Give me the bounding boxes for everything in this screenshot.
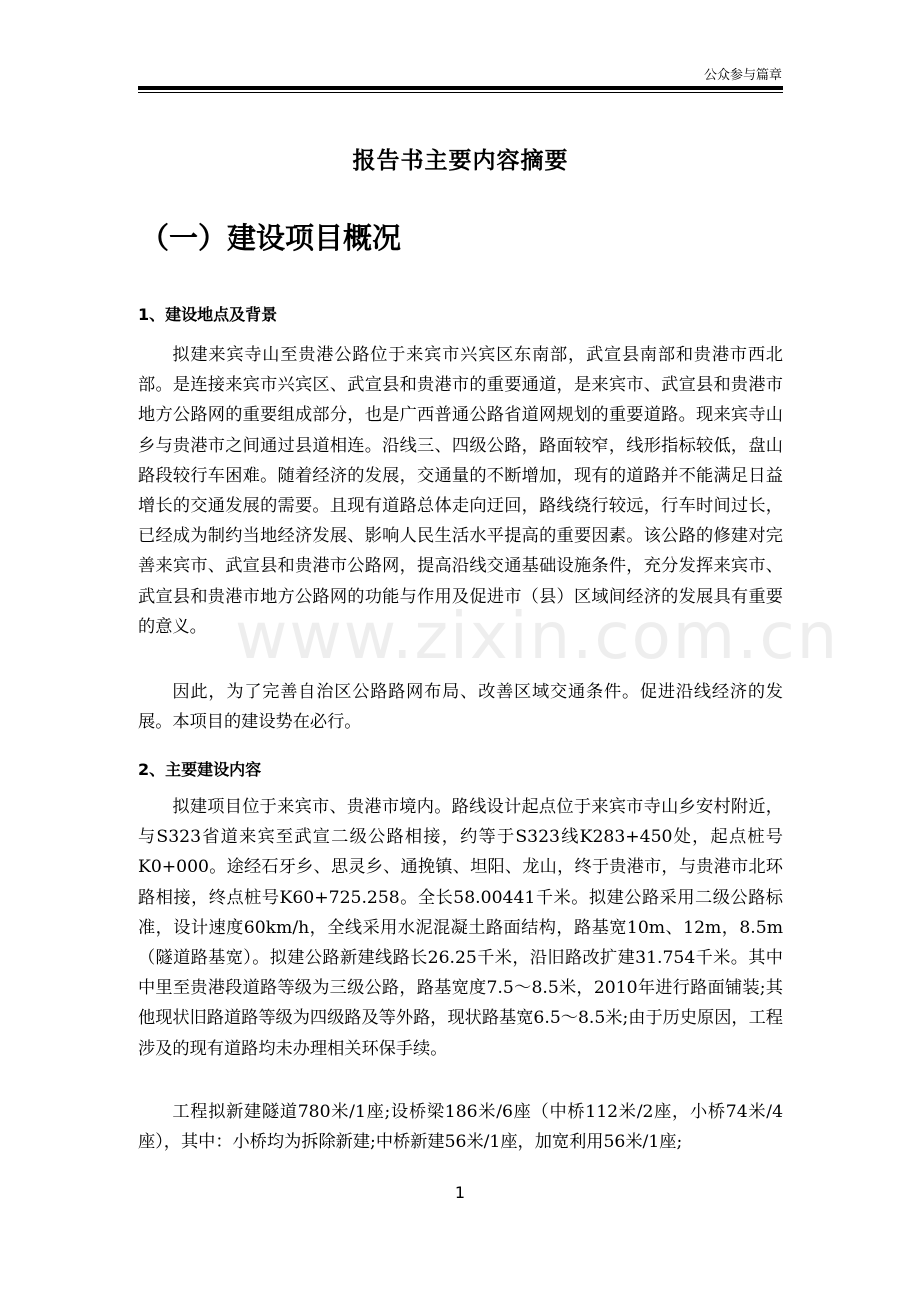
subsection-heading-location: 1、建设地点及背景: [138, 305, 278, 324]
header-rule-thin: [138, 92, 783, 93]
subsection-heading-content: 2、主要建设内容: [138, 760, 262, 779]
paragraph-conclusion: 因此，为了完善自治区公路路网布局、改善区域交通条件。促进沿线经济的发展。本项目的建设势在必行。: [138, 682, 783, 733]
running-header: 公众参与篇章: [703, 68, 782, 83]
section-heading: （一）建设项目概况: [140, 221, 402, 255]
paragraph-route: 拟建项目位于来宾市、贵港市境内。路线设计起点位于来宾市寺山乡安村附近，与S323省道来宾至武宣二级公路相接，约等于S323线K283+450处，起点桩号K0+000。途经石牙乡、思灵乡、通挽镇、坦阳、龙山，终于贵港市，与贵港市北环路相接，终点桩号K60+725.258。全长58.00441千米。拟建公路采用二级公路标准，设计速度60km/h，全线采用水泥混凝土路面结构，路基宽10m、12m，8.5m（隧道路基宽）。拟建公路新建线路长26.25千米，沿旧路改扩建31.754千米。其中中里至贵港段道路等级为三级公路，路基宽度7.5～8.5米，2010年进行路面铺装;其他现状旧路道路等级为四级路及等外路，现状路基宽6.5～8.5米;由于历史原因，工程涉及的现有道路均未办理相关环保手续。: [138, 797, 783, 1059]
paragraph-bridges: 工程拟新建隧道780米/1座;设桥梁186米/6座（中桥112米/2座，小桥74米/4座），其中：小桥均为拆除新建;中桥新建56米/1座，加宽利用56米/1座;: [138, 1102, 783, 1153]
paragraph-background: 拟建来宾寺山至贵港公路位于来宾市兴宾区东南部，武宣县南部和贵港市西北部。是连接来宾市兴宾区、武宣县和贵港市的重要通道，是来宾市、武宣县和贵港市地方公路网的重要组成部分，也是广西普通公路省道网规划的重要道路。现来宾寺山乡与贵港市之间通过县道相连。沿线三、四级公路，路面较窄，线形指标较低，盘山路段较行车困难。随着经济的发展，交通量的不断增加，现有的道路并不能满足日益增长的交通发展的需要。且现有道路总体走向迂回，路线绕行较远，行车时间过长，已经成为制约当地经济发展、影响人民生活水平提高的重要因素。该公路的修建对完善来宾市、武宣县和贵港市公路网，提高沿线交通基础设施条件，充分发挥来宾市、武宣县和贵港市地方公路网的功能与作用及促进市（县）区域间经济的发展具有重要的意义。: [138, 345, 783, 637]
page-number: 1: [454, 1183, 466, 1202]
watermark: www.zixin.com.cn: [235, 600, 840, 674]
header-rule-thick: [138, 86, 783, 90]
document-title: 报告书主要内容摘要: [352, 147, 569, 174]
